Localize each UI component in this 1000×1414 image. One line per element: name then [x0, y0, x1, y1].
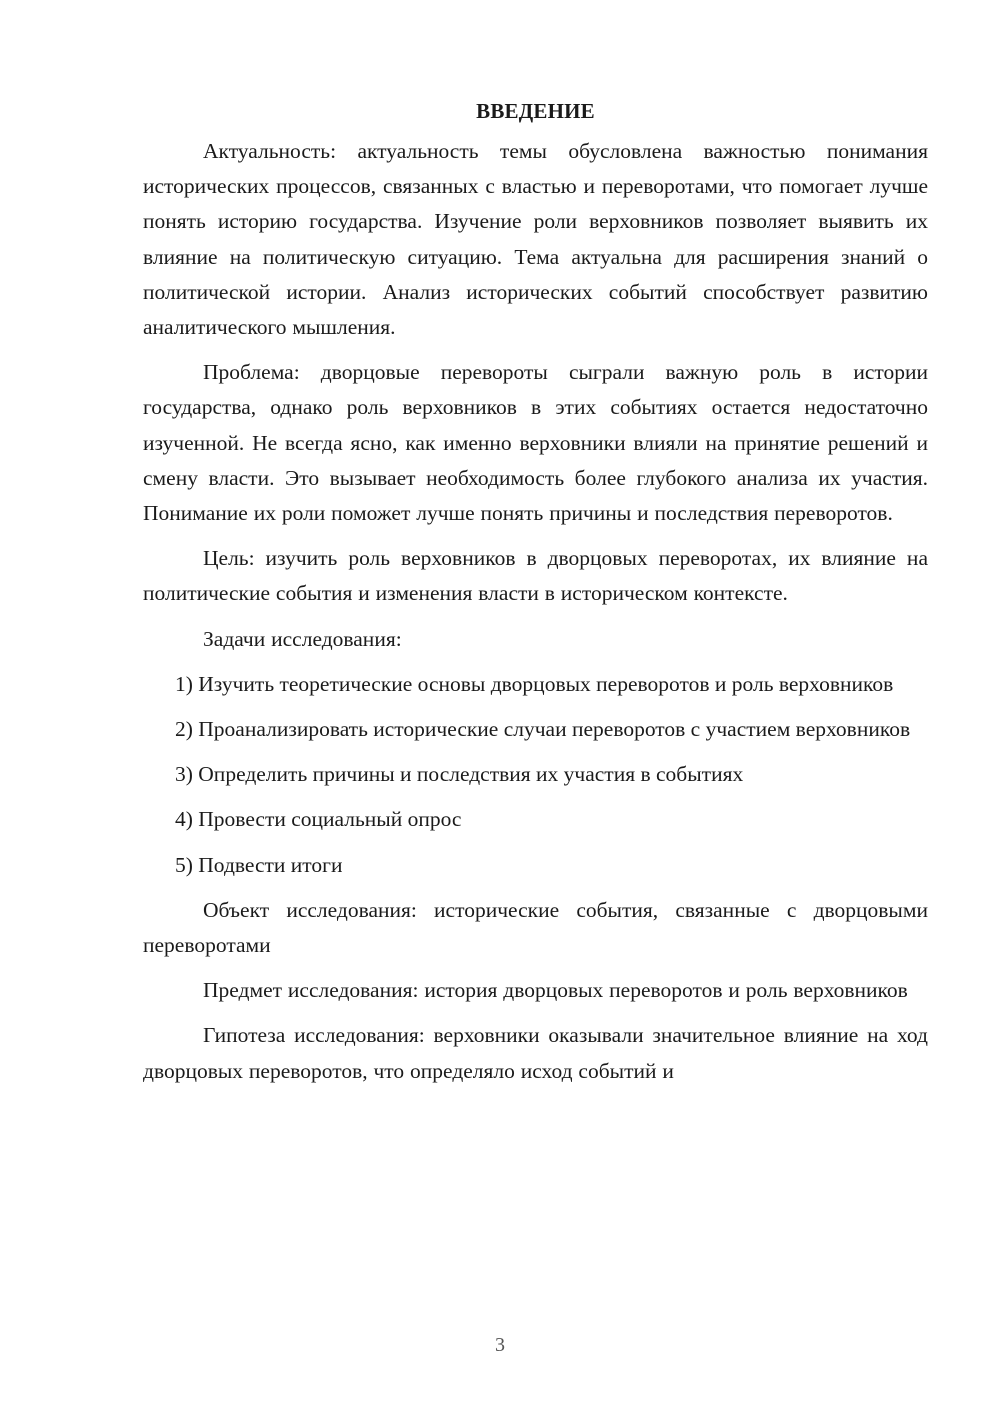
tasks-list	[143, 667, 928, 883]
paragraph-problem: Проблема: дворцовые перевороты сыграли важную роль в истории государства, однако роль верховников в этих событиях остается недостаточно изученной. Не всегда ясно, как именно верховники влияли на принятие решений и смену власти. Это вызывает необходимость более глубокого анализа их участия. Понимание их роли поможет лучше понять причины и последствия переворотов.	[143, 360, 928, 526]
list-item: 4) Провести социальный опрос	[175, 807, 462, 832]
paragraph-hypothesis: Гипотеза исследования: верховники оказывали значительное влияние на ход дворцовых переворотов, что определяло исход событий и	[143, 1023, 928, 1083]
list-item: 1) Изучить теоретические основы дворцовых переворотов и роль верховников	[175, 671, 894, 696]
paragraph-relevance: Актуальность: актуальность темы обусловлена важностью понимания исторических процессов, связанных с властью и переворотами, что помогает лучше понять историю государства. Изучение роли верховников позволяет выявить их влияние на политическую ситуацию. Тема актуальна для расширения знаний о политической истории. Анализ исторических событий способствует развитию аналитического мышления.	[143, 139, 928, 340]
page-number: 3	[495, 1334, 505, 1356]
paragraph-tasks-heading: Задачи исследования:	[203, 626, 402, 651]
list-item: 5) Подвести итоги	[175, 852, 343, 877]
paragraph-subject: Предмет исследования: история дворцовых переворотов и роль верховников	[203, 978, 908, 1003]
section-title: ВВЕДЕНИЕ	[476, 99, 595, 123]
paragraph-goal: Цель: изучить роль верховников в дворцовых переворотах, их влияние на политические события и изменения власти в историческом контексте.	[143, 546, 928, 606]
list-item: 3) Определить причины и последствия их участия в событиях	[175, 762, 744, 787]
list-item: 2) Проанализировать исторические случаи переворотов с участием верховников	[175, 717, 911, 742]
page-content	[143, 96, 928, 1099]
paragraph-object: Объект исследования: исторические события, связанные с дворцовыми переворотами	[143, 897, 928, 958]
